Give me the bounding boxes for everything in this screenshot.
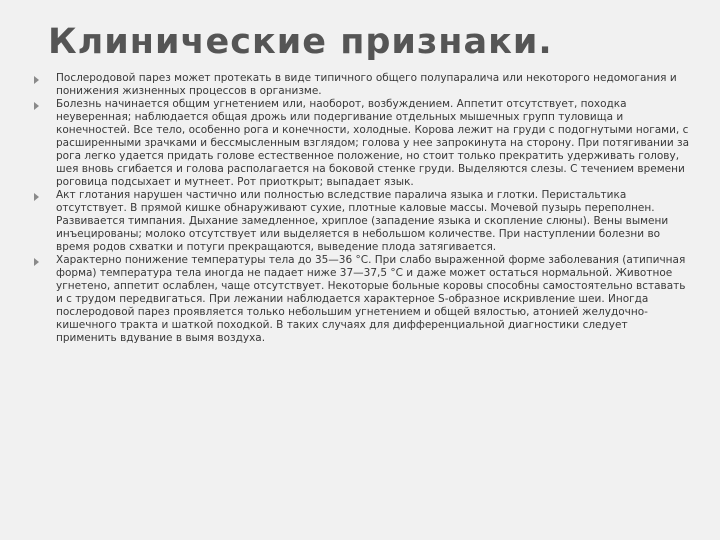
triangle-bullet-icon — [34, 193, 39, 201]
bullet-item — [34, 254, 690, 345]
triangle-bullet-icon — [34, 76, 39, 84]
bullet-item — [34, 98, 690, 189]
triangle-bullet-icon — [34, 258, 39, 266]
bullet-item — [34, 189, 690, 254]
bullet-text: Послеродовой парез может протекать в виде типичного общего полупаралича или некоторого недомогания и понижения жизненных процессов в организме. — [56, 72, 677, 97]
bullet-text: Характерно понижение температуры тела до 35—36 °С. При слабо выраженной форме заболевания (атипичная форма) температура тела иногда не падает ниже 37—37,5 °С и даже может остаться нормальной. Животное угнетено, аппетит ослаблен, чаще отсутствует. Некоторые больные коровы способны самостоятельно вставать и с трудом передвигаться. При лежании наблюдается характерное S-образное искривление шеи. Иногда послеродовой парез проявляется только небольшим угнетением и общей вялостью, атонией желудочно-кишечного тракта и шаткой походкой. В таких случаях для дифференциальной диагностики следует применить вдувание в вымя воздуха. — [56, 254, 686, 344]
triangle-bullet-icon — [34, 102, 39, 110]
bullet-list — [34, 72, 690, 345]
bullet-text: Болезнь начинается общим угнетением или, наоборот, возбуждением. Аппетит отсутствует, походка неуверенная; наблюдается общая дрожь или подергивание отдельных мышечных групп туловища и конечностей. Все тело, особенно рога и конечности, холодные. Корова лежит на груди с подогнутыми ногами, с расширенными зрачками и бессмысленным взглядом; голова у нее запрокинута на сторону. При потягивании за рога легко удается придать голове естественное положение, но стоит только прекратить удерживать голову, шея вновь сгибается и голова располагается на боковой стенке груди. Выделяются слезы. С течением времени роговица подсыхает и мутнеет. Рот приоткрыт; выпадает язык. — [56, 98, 690, 188]
bullet-item — [34, 72, 690, 98]
slide-title: Клинические признаки. — [48, 22, 553, 62]
bullet-text: Акт глотания нарушен частично или полностью вследствие паралича языка и глотки. Перистальтика отсутствует. В прямой кишке обнаруживают сухие, плотные каловые массы. Мочевой пузырь переполнен. Развивается тимпания. Дыхание замедленное, хриплое (западение языка и скопление слюны). Вены вымени инъецированы; молоко отсутствует или выделяется в небольшом количестве. При наступлении болезни во время родов схватки и потуги прекращаются, выведение плода затягивается. — [56, 189, 669, 253]
